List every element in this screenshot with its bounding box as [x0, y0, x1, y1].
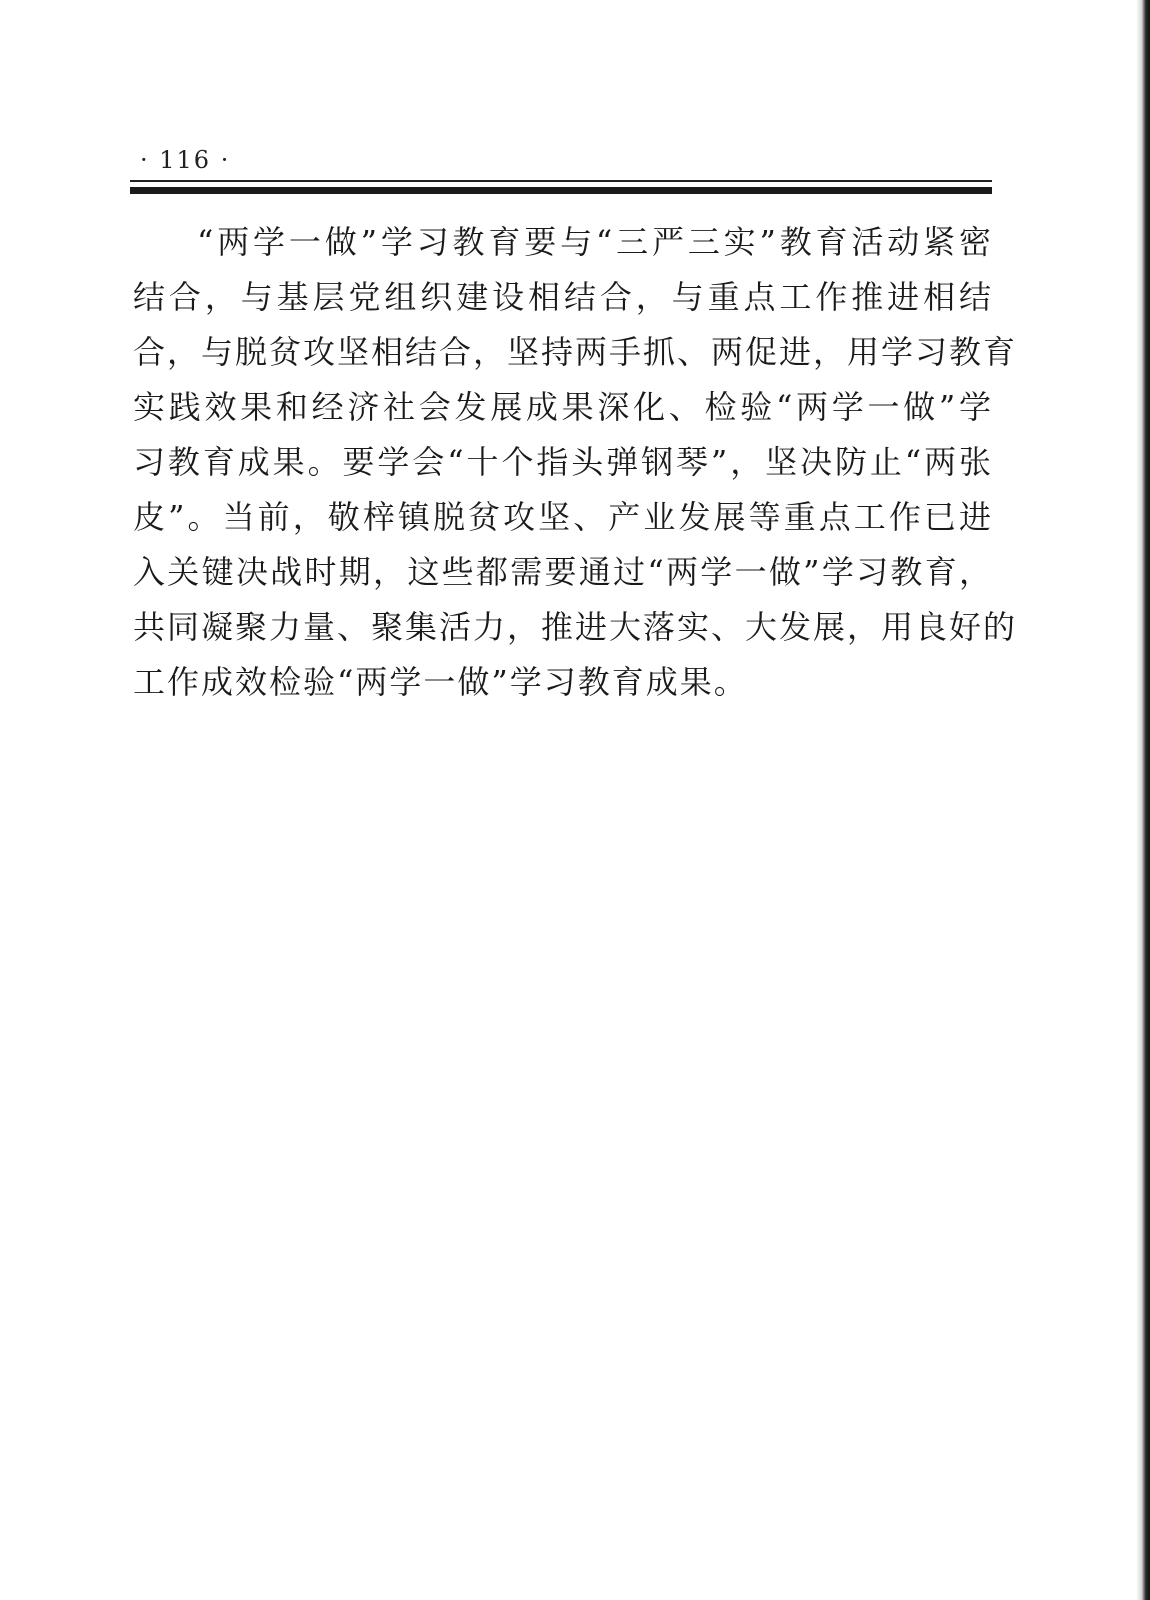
text-line: 共同凝聚力量、聚集活力，推进大落实、大发展，用良好的 — [133, 608, 1018, 646]
text-line: 结合，与基层党组织建设相结合，与重点工作推进相结 — [133, 278, 993, 316]
text-line: 入关键决战时期，这些都需要通过“两学一做”学习教育， — [133, 553, 993, 591]
body-paragraph — [133, 215, 1018, 710]
header-rule-thick — [130, 187, 992, 194]
text-line: “两学一做”学习教育要与“三严三实”教育活动紧密 — [197, 223, 993, 261]
text-line: 习教育成果。要学会“十个指头弹钢琴”，坚决防止“两张 — [133, 443, 993, 481]
text-line: 皮”。当前，敬梓镇脱贫攻坚、产业发展等重点工作已进 — [133, 498, 993, 536]
header-rule-thin — [130, 180, 992, 182]
text-line: 实践效果和经济社会发展成果深化、检验“两学一做”学 — [133, 388, 993, 426]
text-line: 工作成效检验“两学一做”学习教育成果。 — [133, 663, 748, 701]
scan-edge-shadow — [1136, 0, 1150, 1600]
page-number: · 116 · — [140, 146, 231, 174]
text-line: 合，与脱贫攻坚相结合，坚持两手抓、两促进，用学习教育 — [133, 333, 1018, 371]
